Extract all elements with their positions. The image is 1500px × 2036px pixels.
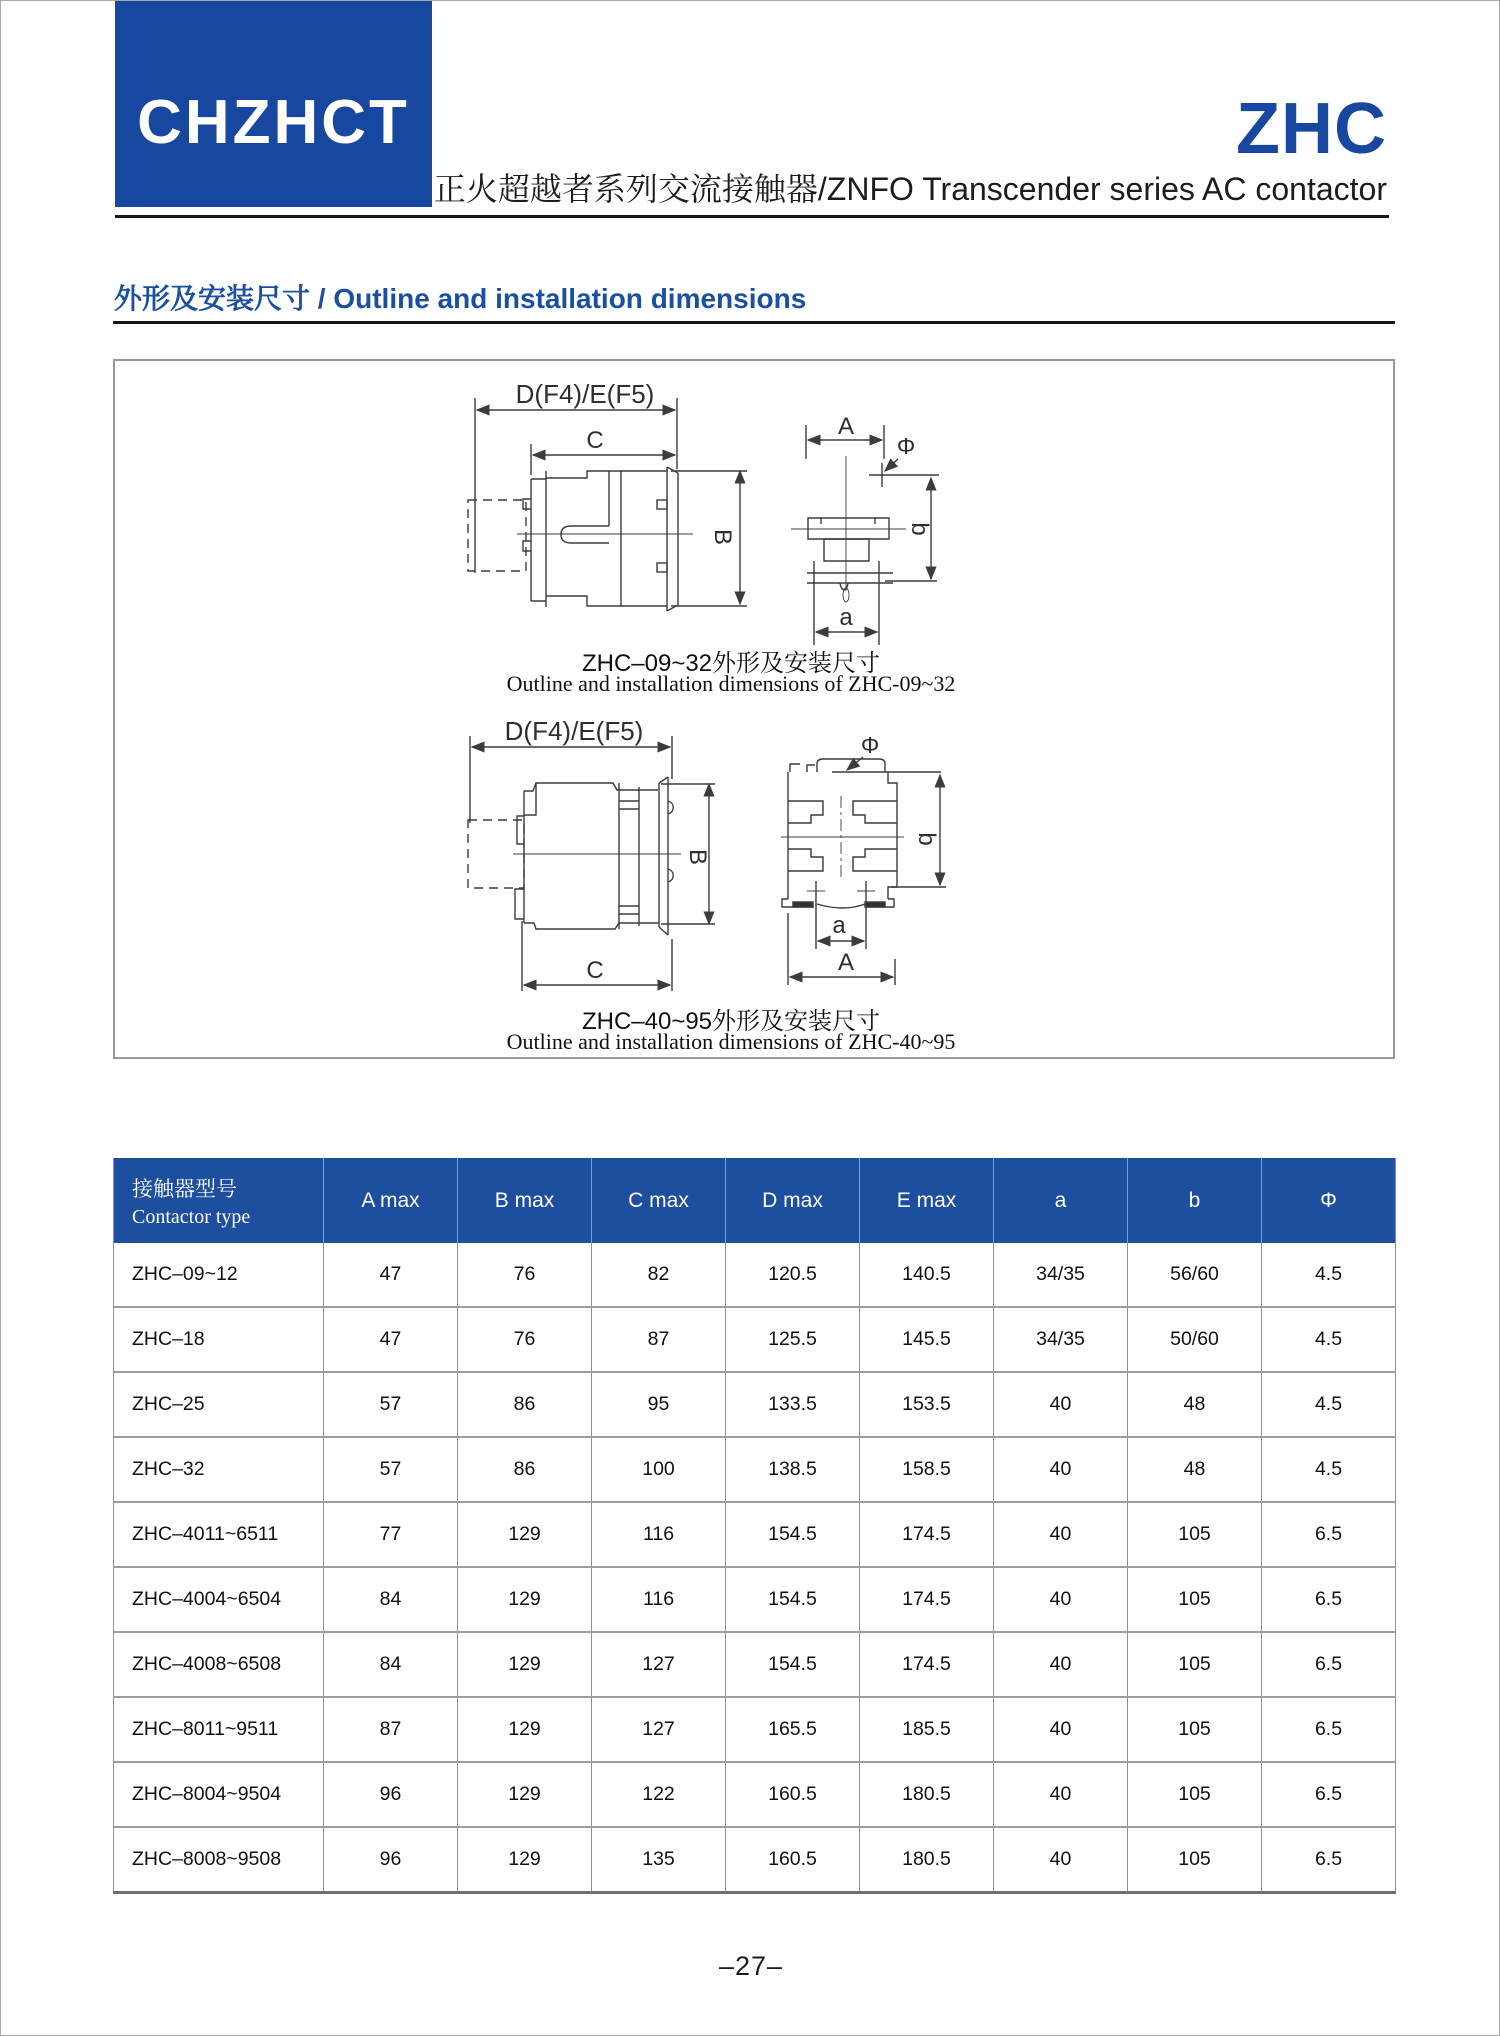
dimension-cell: 77: [324, 1502, 458, 1567]
dimension-cell: 154.5: [726, 1567, 860, 1632]
col-header-e-max: E max: [860, 1158, 994, 1243]
dimension-cell: 34/35: [994, 1243, 1128, 1307]
fig2-caption-zh: ZHC–40~95外形及安装尺寸: [581, 1008, 881, 1035]
dimension-cell: 84: [324, 1632, 458, 1697]
fig2-caption-en: Outline and installation dimensions of ZHC-40~95: [506, 1029, 956, 1054]
dimension-cell: 180.5: [860, 1762, 994, 1827]
contactor-type-cell: ZHC–25: [114, 1372, 324, 1437]
dimension-cell: 6.5: [1262, 1827, 1396, 1893]
col-header-type-zh: 接触器型号: [132, 1177, 237, 1201]
dimension-cell: 122: [592, 1762, 726, 1827]
dimension-cell: 6.5: [1262, 1697, 1396, 1762]
col-header-b-max: B max: [458, 1158, 592, 1243]
page-number: –27–: [718, 1951, 784, 1981]
fig2-dim-label-phi: Φ: [860, 732, 880, 758]
dimension-cell: 138.5: [726, 1437, 860, 1502]
dimension-cell: 140.5: [860, 1243, 994, 1307]
dimension-cell: 127: [592, 1632, 726, 1697]
table-row: [114, 1762, 1396, 1827]
section-title: 外形及安装尺寸 / Outline and installation dimensions: [114, 283, 807, 314]
dimension-cell: 129: [458, 1827, 592, 1893]
dimension-cell: 40: [994, 1567, 1128, 1632]
col-header-c-max: C max: [592, 1158, 726, 1243]
dimension-cell: 174.5: [860, 1502, 994, 1567]
dimension-cell: 48: [1128, 1437, 1262, 1502]
table-row: [114, 1827, 1396, 1893]
contactor-type-cell: ZHC–8011~9511: [114, 1697, 324, 1762]
dimension-cell: 154.5: [726, 1632, 860, 1697]
dimension-cell: 95: [592, 1372, 726, 1437]
brand-logo-text: CHZHCT: [137, 87, 410, 157]
table-row: [114, 1437, 1396, 1502]
dimension-cell: 129: [458, 1502, 592, 1567]
contactor-type-cell: ZHC–4004~6504: [114, 1567, 324, 1632]
dimension-cell: 87: [592, 1307, 726, 1372]
fig2-dim-label-b: B: [684, 848, 711, 866]
dimension-cell: 100: [592, 1437, 726, 1502]
dimension-cell: 116: [592, 1502, 726, 1567]
fig1-dim-label-b-small: b: [906, 522, 933, 536]
dimension-cell: 6.5: [1262, 1632, 1396, 1697]
contactor-type-cell: ZHC–4011~6511: [114, 1502, 324, 1567]
col-header-a: a: [994, 1158, 1128, 1243]
dimension-cell: 105: [1128, 1502, 1262, 1567]
dimension-cell: 154.5: [726, 1502, 860, 1567]
dimension-cell: 40: [994, 1502, 1128, 1567]
dimension-cell: 6.5: [1262, 1762, 1396, 1827]
dimension-cell: 6.5: [1262, 1502, 1396, 1567]
brand-logo: [115, 1, 432, 207]
dimension-cell: 174.5: [860, 1567, 994, 1632]
dimension-cell: 34/35: [994, 1307, 1128, 1372]
dimension-cell: 82: [592, 1243, 726, 1307]
fig1-outline-drawing: [441, 377, 961, 649]
dimension-cell: 158.5: [860, 1437, 994, 1502]
dimension-cell: 185.5: [860, 1697, 994, 1762]
dimension-cell: 57: [324, 1372, 458, 1437]
dimension-cell: 129: [458, 1697, 592, 1762]
dimension-cell: 56/60: [1128, 1243, 1262, 1307]
fig1-dim-label-de: D(F4)/E(F5): [515, 379, 655, 409]
fig1-dim-label-b: B: [709, 528, 736, 546]
dimension-cell: 116: [592, 1567, 726, 1632]
table-row: [114, 1632, 1396, 1697]
dimension-cell: 76: [458, 1243, 592, 1307]
dimension-cell: 105: [1128, 1762, 1262, 1827]
dimension-cell: 96: [324, 1827, 458, 1893]
dimension-cell: 4.5: [1262, 1243, 1396, 1307]
dimension-cell: 105: [1128, 1827, 1262, 1893]
dimension-cell: 40: [994, 1372, 1128, 1437]
fig1-caption-zh: ZHC–09~32外形及安装尺寸: [581, 650, 881, 677]
series-subtitle: 正火超越者系列交流接触器/ZNFO Transcender series AC contactor: [433, 171, 1387, 207]
dimension-cell: 84: [324, 1567, 458, 1632]
dimension-cell: 135: [592, 1827, 726, 1893]
dimension-cell: 40: [994, 1437, 1128, 1502]
dimension-cell: 40: [994, 1827, 1128, 1893]
fig1-dim-label-a: A: [837, 413, 855, 440]
dimensions-table: [113, 1158, 1396, 1894]
dimension-cell: 127: [592, 1697, 726, 1762]
col-header-contactor-type: [114, 1158, 324, 1243]
dimension-cell: 180.5: [860, 1827, 994, 1893]
table-row: [114, 1243, 1396, 1307]
fig2-dim-label-a-small: a: [832, 912, 846, 939]
table-row: [114, 1697, 1396, 1762]
dimension-cell: 129: [458, 1762, 592, 1827]
dimension-cell: 129: [458, 1567, 592, 1632]
fig2-dim-label-a: A: [837, 949, 855, 976]
dimension-cell: 174.5: [860, 1632, 994, 1697]
contactor-type-cell: ZHC–8004~9504: [114, 1762, 324, 1827]
dimension-cell: 40: [994, 1632, 1128, 1697]
fig1-dim-label-phi: Φ: [896, 433, 916, 459]
dimension-cell: 47: [324, 1243, 458, 1307]
fig1-dim-label-c: C: [586, 427, 604, 454]
dimension-cell: 76: [458, 1307, 592, 1372]
table-row: [114, 1307, 1396, 1372]
dimension-cell: 165.5: [726, 1697, 860, 1762]
product-code: ZHC: [1236, 89, 1387, 169]
contactor-type-cell: ZHC–18: [114, 1307, 324, 1372]
col-header-type-en: Contactor type: [132, 1205, 251, 1228]
table-header-row: [114, 1158, 1396, 1243]
header-rule: [115, 215, 1389, 218]
fig1-caption-en: Outline and installation dimensions of ZHC-09~32: [506, 671, 956, 696]
dimension-cell: 105: [1128, 1567, 1262, 1632]
table-row: [114, 1372, 1396, 1437]
dimension-cell: 120.5: [726, 1243, 860, 1307]
contactor-type-cell: ZHC–32: [114, 1437, 324, 1502]
dimension-cell: 4.5: [1262, 1437, 1396, 1502]
contactor-type-cell: ZHC–8008~9508: [114, 1827, 324, 1893]
dimension-cell: 105: [1128, 1697, 1262, 1762]
dimension-cell: 160.5: [726, 1827, 860, 1893]
dimension-cell: 96: [324, 1762, 458, 1827]
fig2-outline-drawing: [441, 709, 961, 997]
dimension-cell: 40: [994, 1697, 1128, 1762]
dimension-cell: 4.5: [1262, 1372, 1396, 1437]
contactor-type-cell: ZHC–09~12: [114, 1243, 324, 1307]
dimension-cell: 125.5: [726, 1307, 860, 1372]
dimension-cell: 160.5: [726, 1762, 860, 1827]
col-header-phi: Φ: [1262, 1158, 1396, 1243]
contactor-type-cell: ZHC–4008~6508: [114, 1632, 324, 1697]
table-row: [114, 1502, 1396, 1567]
dimension-cell: 4.5: [1262, 1307, 1396, 1372]
dimension-cell: 40: [994, 1762, 1128, 1827]
dimension-cell: 86: [458, 1437, 592, 1502]
col-header-d-max: D max: [726, 1158, 860, 1243]
fig2-dim-label-c: C: [586, 957, 604, 984]
dimension-cell: 6.5: [1262, 1567, 1396, 1632]
dimension-cell: 48: [1128, 1372, 1262, 1437]
section-rule: [113, 321, 1395, 324]
dimension-cell: 47: [324, 1307, 458, 1372]
dimension-cell: 153.5: [860, 1372, 994, 1437]
table-row: [114, 1567, 1396, 1632]
col-header-b: b: [1128, 1158, 1262, 1243]
dimension-cell: 105: [1128, 1632, 1262, 1697]
fig2-dim-label-b-small: b: [913, 832, 940, 846]
dimension-cell: 50/60: [1128, 1307, 1262, 1372]
fig1-dim-label-a-small: a: [839, 604, 853, 631]
dimension-cell: 145.5: [860, 1307, 994, 1372]
col-header-a-max: A max: [324, 1158, 458, 1243]
fig2-dim-label-de: D(F4)/E(F5): [504, 716, 644, 746]
dimension-cell: 86: [458, 1372, 592, 1437]
dimension-cell: 57: [324, 1437, 458, 1502]
dimension-cell: 87: [324, 1697, 458, 1762]
table-body: [114, 1243, 1396, 1893]
dimension-cell: 129: [458, 1632, 592, 1697]
dimension-cell: 133.5: [726, 1372, 860, 1437]
